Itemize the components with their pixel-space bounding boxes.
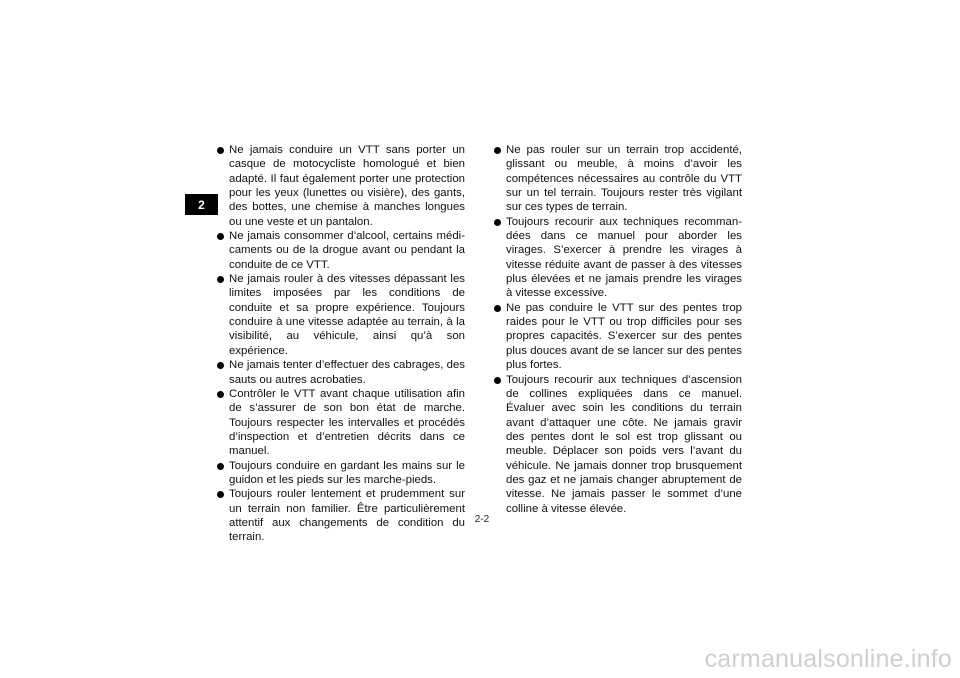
bullet-icon — [217, 391, 224, 398]
bullet-item — [494, 143, 742, 215]
bullet-item — [494, 301, 742, 373]
bullet-text: Ne jamais consommer d’alcool, certains médicaments ou de la drogue avant ou pendant la conduite de ce VTT. — [229, 230, 465, 271]
left-column — [217, 143, 465, 545]
bullet-icon — [494, 305, 501, 312]
bullet-text: Contrôler le VTT avant chaque utilisation afin de s’assurer de son bon état de marche. Toujours respecter les intervalles et procédés d’inspection et d’entretien décrits dans ce manuel. — [229, 387, 465, 458]
bullet-icon — [494, 377, 501, 384]
bullet-item — [217, 229, 465, 272]
bullet-icon — [217, 276, 224, 283]
chapter-tab: 2 — [185, 194, 218, 215]
bullet-item — [217, 272, 465, 358]
bullet-item — [217, 387, 465, 459]
bullet-text: Toujours rouler lentement et prudemment sur un terrain non familier. Être particulièrement attentif aux changements de condition du terrain. — [229, 488, 465, 544]
bullet-item — [494, 373, 742, 516]
bullet-text: Ne pas rouler sur un terrain trop accidenté, glissant ou meuble, à moins d’avoir les compétences nécessaires au contrôle du VTT sur un tel terrain. Toujours rester très vigilant sur ces types de terrain. — [506, 144, 742, 214]
bullet-item — [217, 143, 465, 229]
bullet-text: Ne jamais rouler à des vitesses dépassant les limites imposées par les conditions de conduite et sa propre expérience. Toujours conduire à une vitesse adaptée au terrain, à la visibilité, au véhicule, ainsi qu’à son expérience. — [229, 273, 465, 357]
bullet-item — [217, 358, 465, 387]
bullet-icon — [494, 147, 501, 154]
bullet-item — [217, 459, 465, 488]
bullet-text: Toujours conduire en gardant les mains sur le guidon et les pieds sur les marche-pieds. — [229, 459, 465, 486]
bullet-icon — [217, 233, 224, 240]
right-column — [494, 143, 742, 516]
bullet-item — [217, 487, 465, 544]
bullet-item — [494, 215, 742, 301]
bullet-text: Toujours recourir aux techniques d’ascension de collines expliquées dans ce manuel. Évaluer avec soin les conditions du terrain avant d’attaquer une côte. Ne jamais gravir des pentes dont le sol est trop glissant ou meuble. Déplacer son poids vers l’avant du véhicule. Ne jamais donner trop brusquement des gaz et ne jamais changer abruptement de vitesse. Ne jamais passer le sommet d’une colline à vitesse élevée. — [506, 373, 742, 515]
bullet-icon — [217, 362, 224, 369]
watermark: carmanualsonline.info — [704, 645, 952, 673]
bullet-icon — [217, 463, 224, 470]
bullet-icon — [494, 219, 501, 226]
page-number: 2-2 — [474, 514, 490, 525]
bullet-icon — [217, 147, 224, 154]
bullet-text: Toujours recourir aux techniques recommandées dans ce manuel pour aborder les virages. S’exercer à prendre les virages à vitesse réduite avant de passer à des vitesses plus élevées et ne jamais prendre les virages à vitesse excessive. — [506, 215, 742, 300]
bullet-text: Ne jamais tenter d’effectuer des cabrages, des sauts ou autres acrobaties. — [229, 359, 465, 386]
bullet-text: Ne pas conduire le VTT sur des pentes trop raides pour le VTT ou trop difficiles pour ses propres capacités. S’exercer sur des pentes plus douces avant de se lancer sur des pentes plus fortes. — [506, 301, 742, 372]
bullet-icon — [217, 491, 224, 498]
bullet-text: Ne jamais conduire un VTT sans porter un casque de motocycliste homologué et bien adapté. Il faut également porter une protection pour les yeux (lunettes ou visière), des gants, des bottes, une chemise à manches longues ou une veste et un pantalon. — [229, 144, 465, 228]
